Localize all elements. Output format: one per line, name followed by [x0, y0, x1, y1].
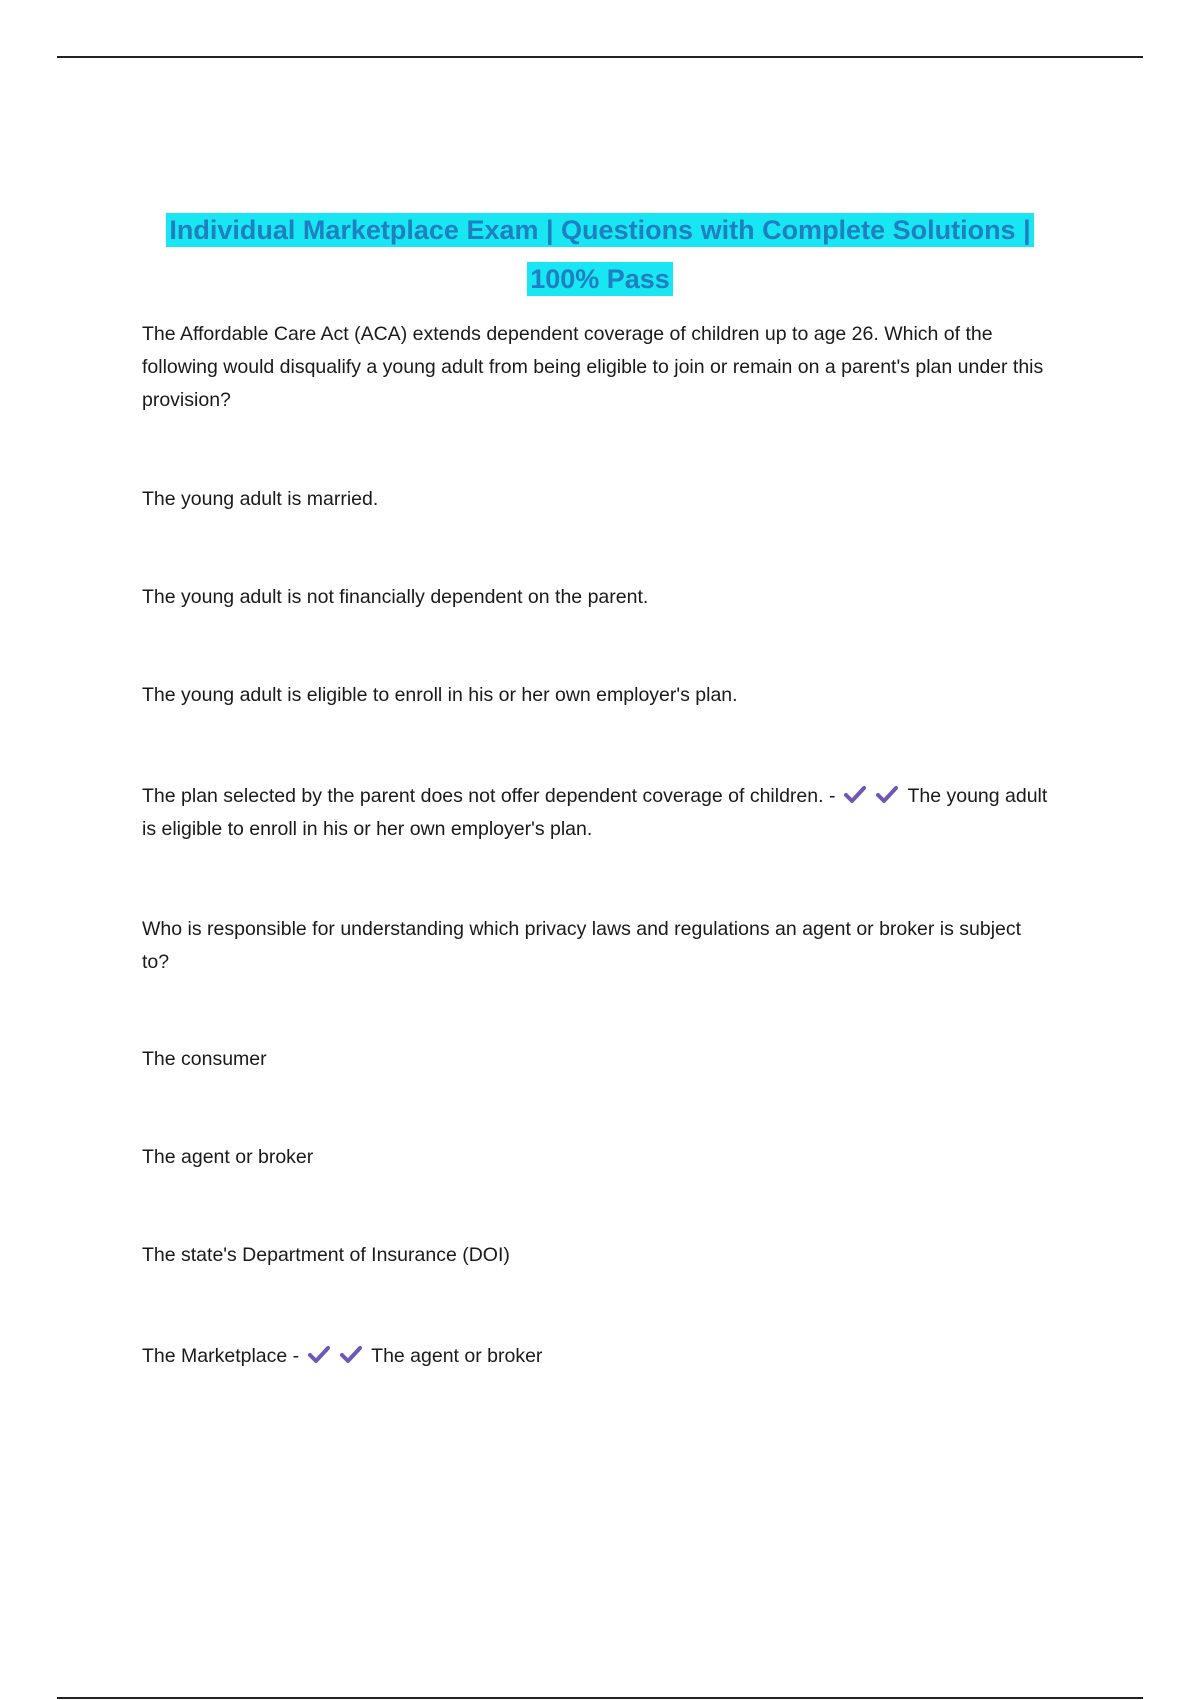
question-2-option-2: The agent or broker	[142, 1146, 314, 1168]
question-2-option-4-with-answer	[142, 1340, 1052, 1373]
check-icon	[843, 784, 867, 806]
document-title: Individual Marketplace Exam | Questions with Complete Solutions | 100% Pass	[166, 213, 1033, 296]
top-rule	[57, 56, 1143, 58]
question-1-option-2: The young adult is not financially dependent on the parent.	[142, 586, 649, 608]
answer-separator: -	[828, 785, 836, 807]
question-2-option-3: The state's Department of Insurance (DOI)	[142, 1244, 510, 1266]
question-2-prompt: Who is responsible for understanding which privacy laws and regulations an agent or broker is subject to?	[142, 918, 1022, 973]
question-1-option-3: The young adult is eligible to enroll in his or her own employer's plan.	[142, 684, 738, 706]
question-2-answer: The agent or broker	[371, 1345, 543, 1367]
check-icon	[875, 784, 899, 806]
question-2-option-1: The consumer	[142, 1048, 267, 1070]
question-1-option-4-with-answer	[142, 780, 1052, 846]
question-1-answer: The young adult is eligible to enroll in his or her own employer's plan.	[142, 785, 1048, 840]
bottom-rule	[57, 1697, 1143, 1699]
check-icon	[339, 1344, 363, 1366]
question-2-option-4: The Marketplace	[142, 1345, 288, 1367]
answer-separator: -	[292, 1345, 300, 1367]
question-1-prompt: The Affordable Care Act (ACA) extends dependent coverage of children up to age 26. Which of the following would disqualify a young adult from being eligible to join or remain on a parent's plan under this provision?	[142, 323, 1044, 411]
question-1-option-1: The young adult is married.	[142, 488, 379, 510]
check-icon	[307, 1344, 331, 1366]
document-title-block	[130, 208, 1070, 306]
question-1-option-4: The plan selected by the parent does not offer dependent coverage of children.	[142, 785, 824, 807]
